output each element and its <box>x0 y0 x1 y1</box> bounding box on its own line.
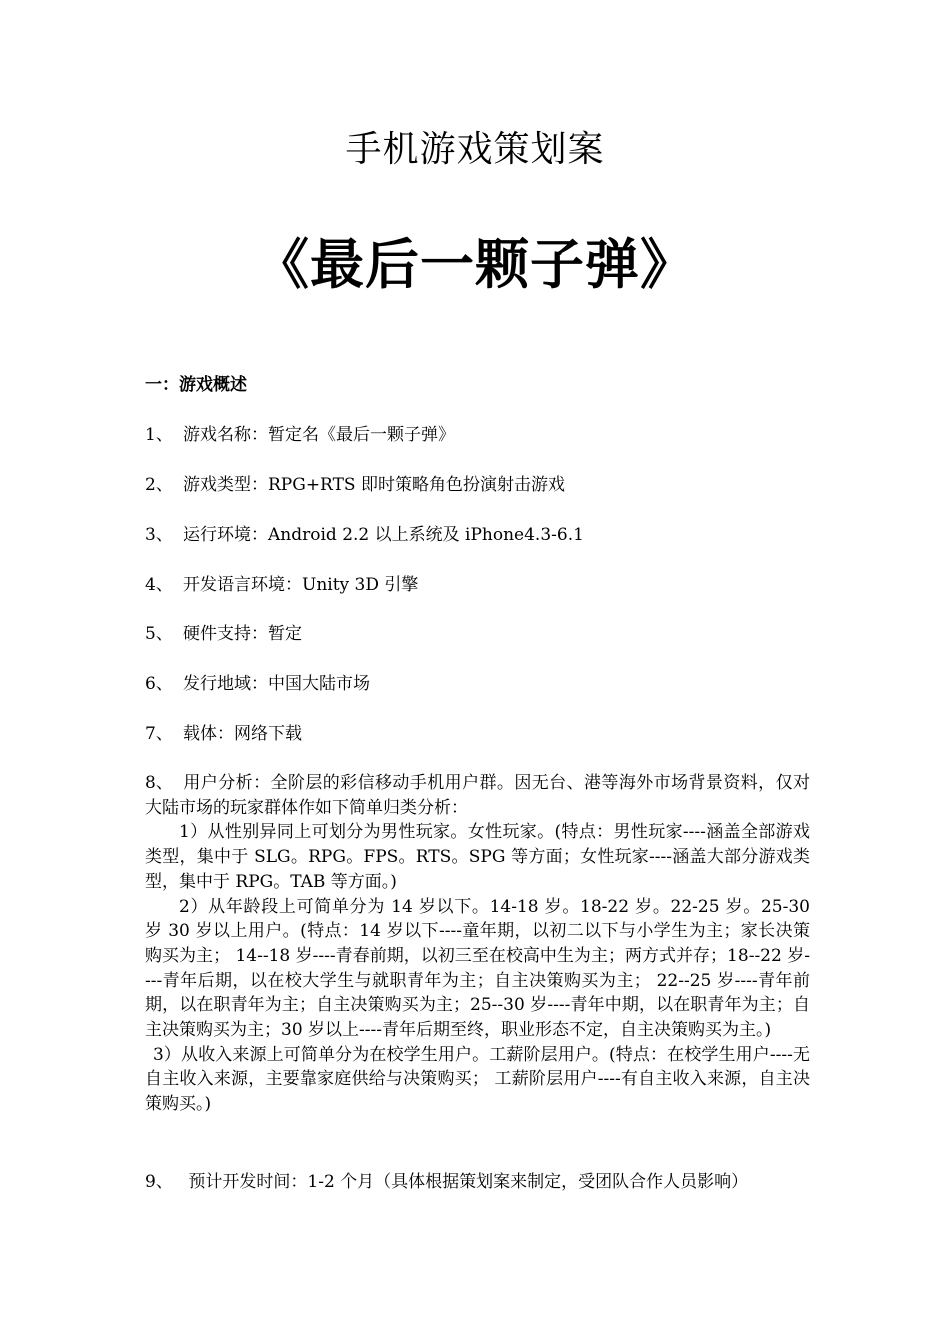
list-item-number: 7、 <box>145 724 173 744</box>
list-item-number: 2、 <box>145 475 173 495</box>
list-item-5 <box>145 622 302 646</box>
list-item-9 <box>145 1170 748 1194</box>
list-item-2 <box>145 473 565 497</box>
list-item-text: 预计开发时间：1-2 个月（具体根据策划案来制定，受团队合作人员影响） <box>183 1172 749 1192</box>
user-analysis-income: 3）从收入来源上可简单分为在校学生用户。工薪阶层用户。(特点：在校学生用户----无自主收入来源，主要靠家庭供给与决策购买； 工薪阶层用户----有自主收入来源，自主决策购买。) <box>145 1044 810 1115</box>
list-item-6 <box>145 672 370 696</box>
list-item-7 <box>145 722 302 746</box>
list-item-number: 6、 <box>145 674 173 694</box>
user-analysis-age: 2）从年龄段上可简单分为 14 岁以下。14-18 岁。18-22 岁。22-25 岁。25-30 岁 30 岁以上用户。(特点：14 岁以下----童年期，以初二以下与小学生为主；家长决策购买为主； 14--18 岁----青春前期，以初三至在校高中生为主；两方式并存；18--22 岁----青年后期，以在校大学生与就职青年为主；自主决策购买为主； 22--25 岁----青年前期，以在职青年为主；自主决策购买为主；25--30 岁----青年中期，以在职青年为主；自主决策购买为主；30 岁以上----青年后期至终，职业形态不定，自主决策购买为主。) <box>145 896 810 1041</box>
list-item-number: 4、 <box>145 575 173 595</box>
list-item-3 <box>145 523 584 547</box>
list-item-number: 9、 <box>145 1172 173 1192</box>
list-item-number: 8、 <box>145 773 173 793</box>
list-item-text: 发行地域：中国大陆市场 <box>183 674 370 694</box>
list-item-1 <box>145 423 455 447</box>
list-item-8 <box>145 771 810 1117</box>
list-item-4 <box>145 573 418 597</box>
list-item-text: 用户分析：全阶层的彩信移动手机用户群。因无台、港等海外市场背景资料，仅对大陆市场的玩家群体作如下简单归类分析： <box>145 773 810 818</box>
list-item-text: 游戏名称：暂定名《最后一颗子弹》 <box>183 425 455 445</box>
list-item-text: 运行环境：Android 2.2 以上系统及 iPhone4.3-6.1 <box>183 525 584 545</box>
section-heading-overview: 一：游戏概述 <box>145 375 247 395</box>
list-item-number: 1、 <box>145 425 173 445</box>
game-title: 《最后一颗子弹》 <box>255 233 695 296</box>
list-item-text: 载体：网络下载 <box>183 724 302 744</box>
document-title: 手机游戏策划案 <box>345 129 605 170</box>
list-item-number: 5、 <box>145 624 173 644</box>
list-item-number: 3、 <box>145 525 173 545</box>
list-item-text: 游戏类型：RPG+RTS 即时策略角色扮演射击游戏 <box>183 475 565 495</box>
user-analysis-gender: 1）从性别异同上可划分为男性玩家。女性玩家。(特点：男性玩家----涵盖全部游戏类型，集中于 SLG。RPG。FPS。RTS。SPG 等方面；女性玩家----涵盖大部分游戏类型，集中于 RPG。TAB 等方面。) <box>145 822 810 892</box>
list-item-text: 硬件支持：暂定 <box>183 624 302 644</box>
user-analysis-intro <box>145 771 810 820</box>
list-item-text: 开发语言环境：Unity 3D 引擎 <box>183 575 419 595</box>
